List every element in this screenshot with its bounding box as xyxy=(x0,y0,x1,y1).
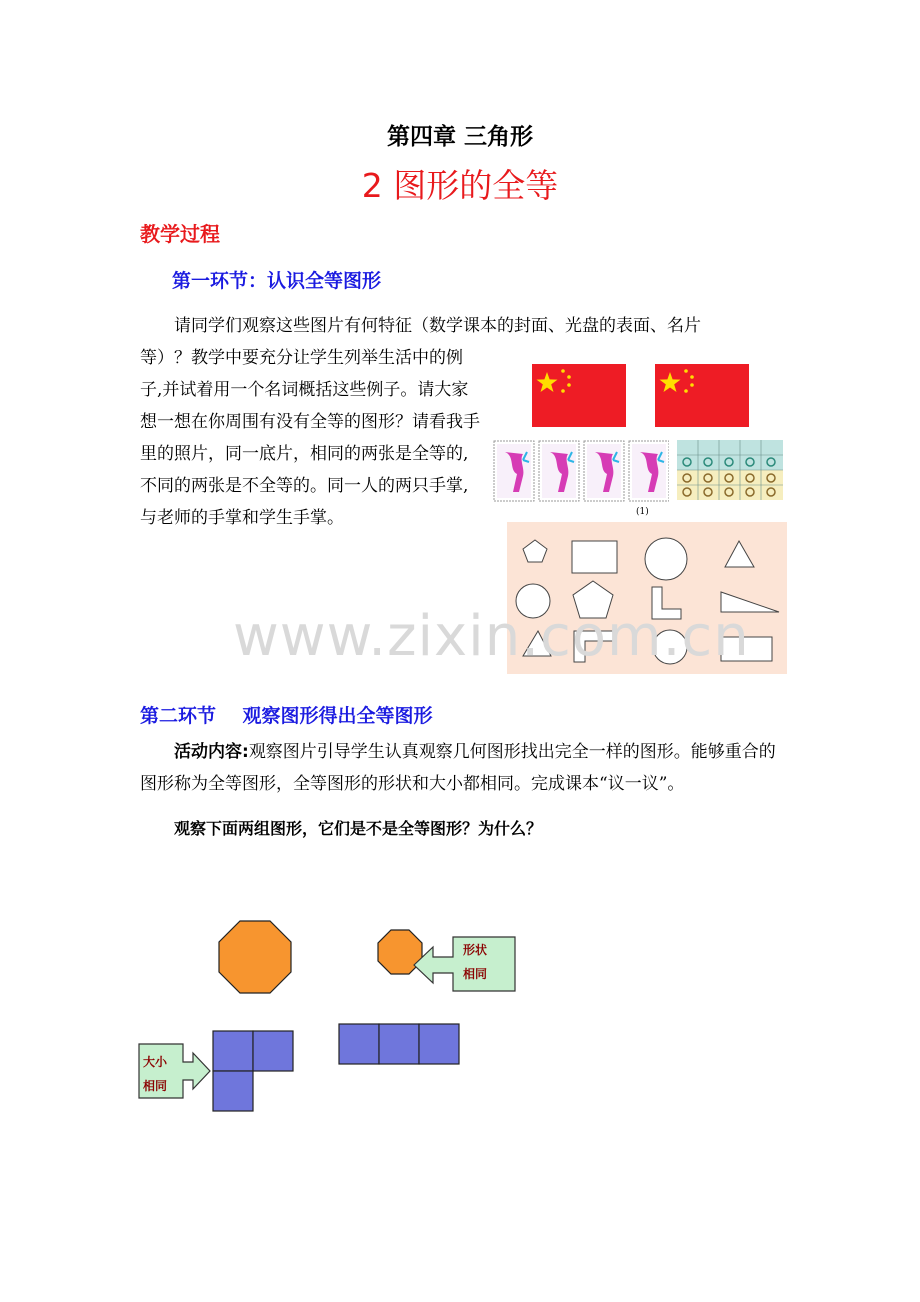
step2-activity xyxy=(140,736,790,800)
step1-title: 第一环节：认识全等图形 xyxy=(172,270,382,292)
step2-question: 观察下面两组图形，它们是不是全等图形？为什么？ xyxy=(174,819,543,838)
activity-label: 活动内容: xyxy=(174,742,249,762)
china-flag-image-right xyxy=(655,364,749,427)
watermark: www.zixin.com.cn xyxy=(233,604,750,669)
callout-size-line2: 相同 xyxy=(143,1079,168,1093)
step1-paragraph-line1: 请同学们观察这些图片有何特征（数学课本的封面、光盘的表面、名片 xyxy=(174,316,701,336)
china-flag-image-left xyxy=(532,364,626,427)
callout-size-line1: 大小 xyxy=(143,1055,168,1069)
step2-title: 第二环节 观察图形得出全等图形 xyxy=(140,705,433,727)
row-squares xyxy=(337,1022,461,1066)
section-title: 教学过程 xyxy=(140,222,220,246)
activity-text: 观察图片引导学生认真观察几何图形找出完全一样的图形。能够重合的图形称为全等图形，全等图形的形状和大小都相同。完成课本“议一议”。 xyxy=(140,742,776,794)
step1-paragraph: 等）？教学中要充分让学生列举生活中的例子,并试着用一个名词概括这些例子。请大家想一想在你周围有没有全等的图形？请看我手里的照片，同一底片，相同的两张是全等的,不同的两张是不全等的。同一人的两只手掌,与老师的手掌和学生手掌。 xyxy=(140,348,480,528)
l-shape-squares xyxy=(211,1029,295,1113)
lesson-title: 2 图形的全等 xyxy=(361,166,559,205)
pattern-tiles-image xyxy=(677,440,783,500)
callout-shape-line1: 形状 xyxy=(463,943,488,957)
chapter-title: 第四章 三角形 xyxy=(386,124,533,150)
figure-caption: (1) xyxy=(636,507,649,517)
stamps-image xyxy=(493,440,669,502)
callout-shape-line2: 相同 xyxy=(463,967,488,981)
large-octagon xyxy=(217,920,293,994)
